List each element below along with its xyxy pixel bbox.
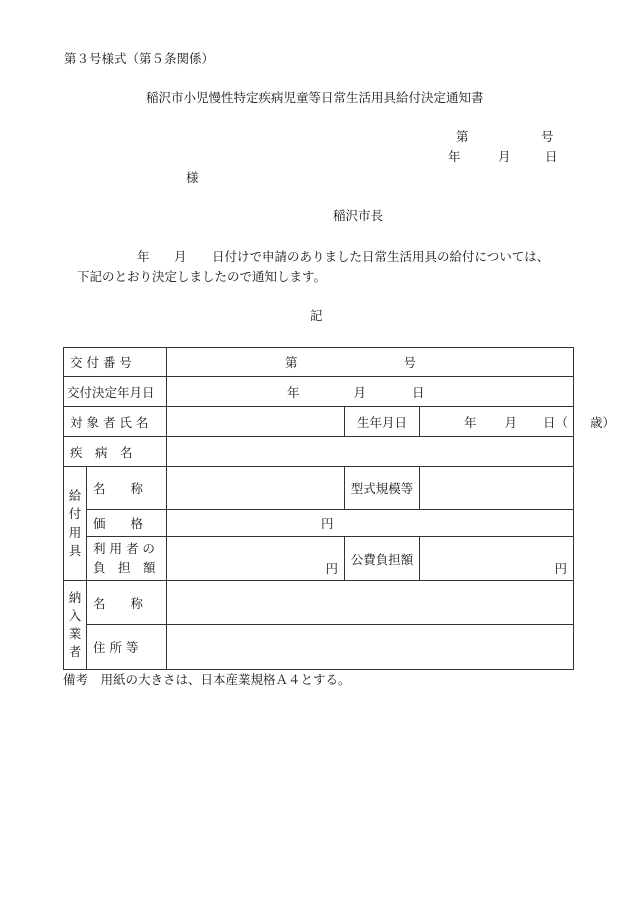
grant-table xyxy=(63,347,616,669)
body-month: 月 xyxy=(174,249,187,264)
ki: 記 xyxy=(310,308,323,323)
taishousha-name-value[interactable] xyxy=(167,407,345,437)
taishousha-label: 対 象 者 氏 名 xyxy=(64,407,167,437)
date-day: 日 xyxy=(545,149,558,164)
koufu-bangou-value xyxy=(167,348,574,377)
body-line1: 日付けで申請のありました日常生活用具の給付については、 xyxy=(212,249,550,264)
price-label: 価 格 xyxy=(87,510,167,537)
vendor-address-value[interactable] xyxy=(167,625,574,670)
kettei-date-value xyxy=(167,377,574,407)
doc-number-dai: 第 xyxy=(456,129,469,144)
kettei-date-label: 交付決定年月日 xyxy=(64,377,167,407)
kettei-year: 年 xyxy=(287,384,300,400)
shippei-value[interactable] xyxy=(167,437,574,467)
birth-age: 歳） xyxy=(590,414,616,430)
note: 備考 用紙の大きさは、日本産業規格Ａ４とする。 xyxy=(63,672,351,687)
public-burden-value xyxy=(420,537,574,581)
shippei-label: 疾 病 名 xyxy=(64,437,167,467)
koufu-bangou-go: 号 xyxy=(403,355,417,370)
vendor-address-label: 住 所 等 xyxy=(87,625,167,670)
kyufu-yougu-label: 給 付 用 具 xyxy=(64,467,87,581)
model-label: 型式規模等 xyxy=(345,467,420,510)
model-value[interactable] xyxy=(420,467,574,510)
birth-value xyxy=(420,407,616,437)
doc-number-go: 号 xyxy=(541,129,554,144)
date-year: 年 xyxy=(448,149,461,164)
birth-month: 月 xyxy=(504,414,518,430)
form-id: 第３号様式（第５条関係） xyxy=(64,51,215,66)
user-burden-unit: 円 xyxy=(325,561,339,576)
document-title: 稲沢市小児慢性特定疾病児童等日常生活用具給付決定通知書 xyxy=(146,90,484,105)
price-value xyxy=(167,510,574,537)
nounyu-gyousha-label: 納 入 業 者 xyxy=(64,581,87,670)
birth-label: 生年月日 xyxy=(345,407,420,437)
user-burden-value xyxy=(167,537,345,581)
date-month: 月 xyxy=(498,149,511,164)
birth-year: 年 xyxy=(464,414,477,430)
kettei-day: 日 xyxy=(412,384,425,400)
body-line2: 下記のとおり決定しましたので通知します。 xyxy=(77,269,327,284)
public-burden-label: 公費負担額 xyxy=(345,537,420,581)
issuer: 稲沢市長 xyxy=(333,208,384,223)
body-year: 年 xyxy=(137,249,150,264)
yougu-name-value[interactable] xyxy=(167,467,345,510)
birth-day: 日（ xyxy=(543,414,569,430)
koufu-bangou-label: 交 付 番 号 xyxy=(64,348,167,377)
vendor-name-value[interactable] xyxy=(167,581,574,625)
price-unit: 円 xyxy=(321,516,334,531)
yougu-name-label: 名 称 xyxy=(87,467,167,510)
koufu-bangou-dai: 第 xyxy=(285,355,298,370)
vendor-name-label: 名 称 xyxy=(87,581,167,625)
kettei-month: 月 xyxy=(353,384,367,400)
addressee: 様 xyxy=(186,170,199,185)
user-burden-label: 利 用 者 の 負 担 額 xyxy=(87,537,167,581)
public-burden-unit: 円 xyxy=(554,561,568,576)
